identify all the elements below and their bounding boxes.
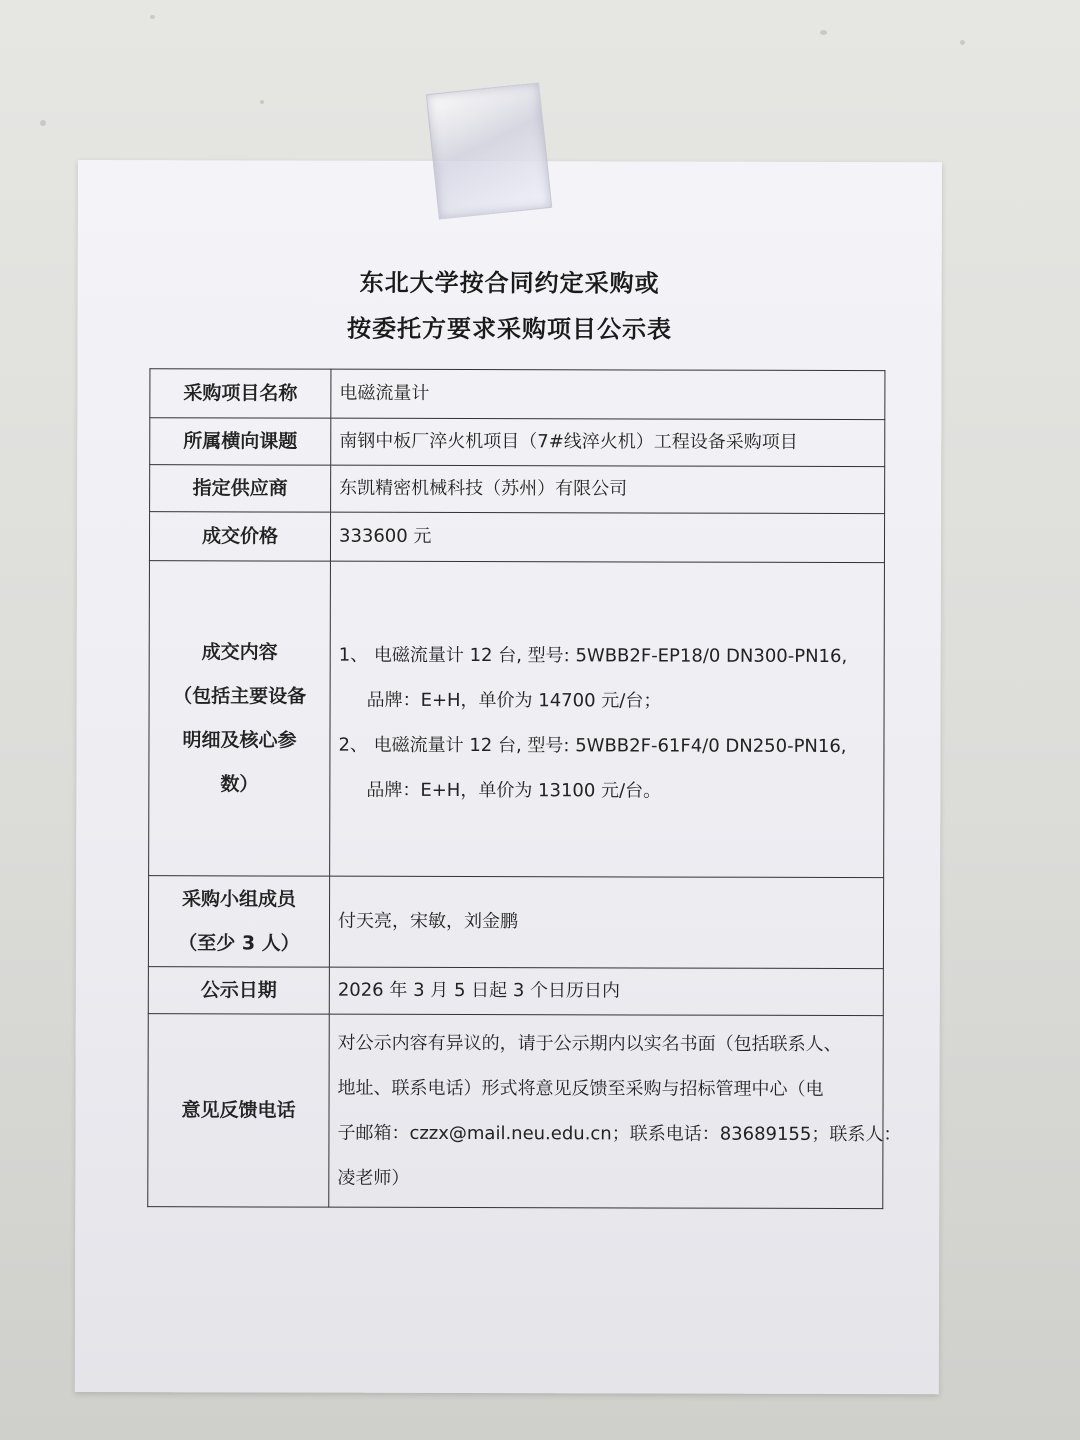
content-label	[149, 561, 331, 876]
table-row	[148, 1014, 884, 1209]
members-label	[148, 876, 329, 967]
wall-speck	[260, 100, 264, 104]
subject-value: 南钢中板厂淬火机项目（7#线淬火机）工程设备采购项目	[331, 418, 885, 466]
feedback-line: 对公示内容有异议的，请于公示期内以实名书面（包括联系人、	[337, 1032, 842, 1056]
document-title-line1: 东北大学按合同约定采购或	[359, 268, 660, 298]
feedback-line: 子邮箱：czzx@mail.neu.edu.cn；联系电话：83689155；联系人：	[337, 1122, 902, 1146]
wall-speck	[40, 120, 46, 126]
supplier-label: 指定供应商	[150, 465, 331, 512]
date-label: 公示日期	[148, 967, 329, 1014]
members-value: 付天亮，宋敏，刘金鹏	[329, 876, 883, 968]
info-table	[147, 368, 902, 1209]
table-row	[150, 418, 885, 467]
content-value	[330, 561, 885, 877]
wall-speck	[820, 30, 827, 35]
feedback-line: 地址、联系电话）形式将意见反馈至采购与招标管理中心（电	[337, 1077, 824, 1100]
content-item-line: 品牌：E+H，单价为 13100 元/台。	[366, 779, 662, 802]
table-row	[150, 465, 885, 514]
project-name-label: 采购项目名称	[150, 369, 331, 418]
table-row	[150, 369, 885, 420]
document-title-line2: 按委托方要求采购项目公示表	[347, 314, 673, 344]
date-value: 2026 年 3 月 5 日起 3 个日历日内	[329, 967, 883, 1015]
supplier-value: 东凯精密机械科技（苏州）有限公司	[331, 465, 885, 513]
content-label-line: 成交内容	[201, 641, 278, 664]
tape-strip	[426, 82, 553, 219]
content-label-line: 数）	[220, 773, 259, 796]
content-item-line: 品牌：E+H，单价为 14700 元/台；	[366, 689, 662, 712]
table-row	[149, 512, 884, 563]
price-label: 成交价格	[149, 512, 330, 561]
table-row	[148, 876, 883, 969]
subject-label: 所属横向课题	[150, 418, 331, 465]
content-item-line: 1、 电磁流量计 12 台, 型号: 5WBB2F-EP18/0 DN300-PN16,	[338, 644, 848, 668]
feedback-value	[329, 1014, 902, 1208]
price-value: 333600 元	[330, 512, 884, 562]
notice-paper	[75, 160, 942, 1394]
content-label-line: （包括主要设备	[173, 685, 307, 708]
wall-speck	[960, 40, 965, 45]
members-label-line: 采购小组成员	[182, 888, 297, 911]
table-row	[148, 967, 883, 1016]
wall-speck	[150, 15, 155, 19]
members-label-line: （至少 3 人）	[178, 932, 300, 955]
feedback-line: 凌老师）	[337, 1167, 410, 1189]
content-item-line: 2、 电磁流量计 12 台, 型号: 5WBB2F-61F4/0 DN250-PN16,	[338, 734, 847, 758]
table-row	[149, 561, 885, 878]
project-name-value: 电磁流量计	[331, 369, 885, 419]
content-label-line: 明细及核心参	[182, 729, 297, 752]
feedback-label: 意见反馈电话	[148, 1014, 330, 1207]
